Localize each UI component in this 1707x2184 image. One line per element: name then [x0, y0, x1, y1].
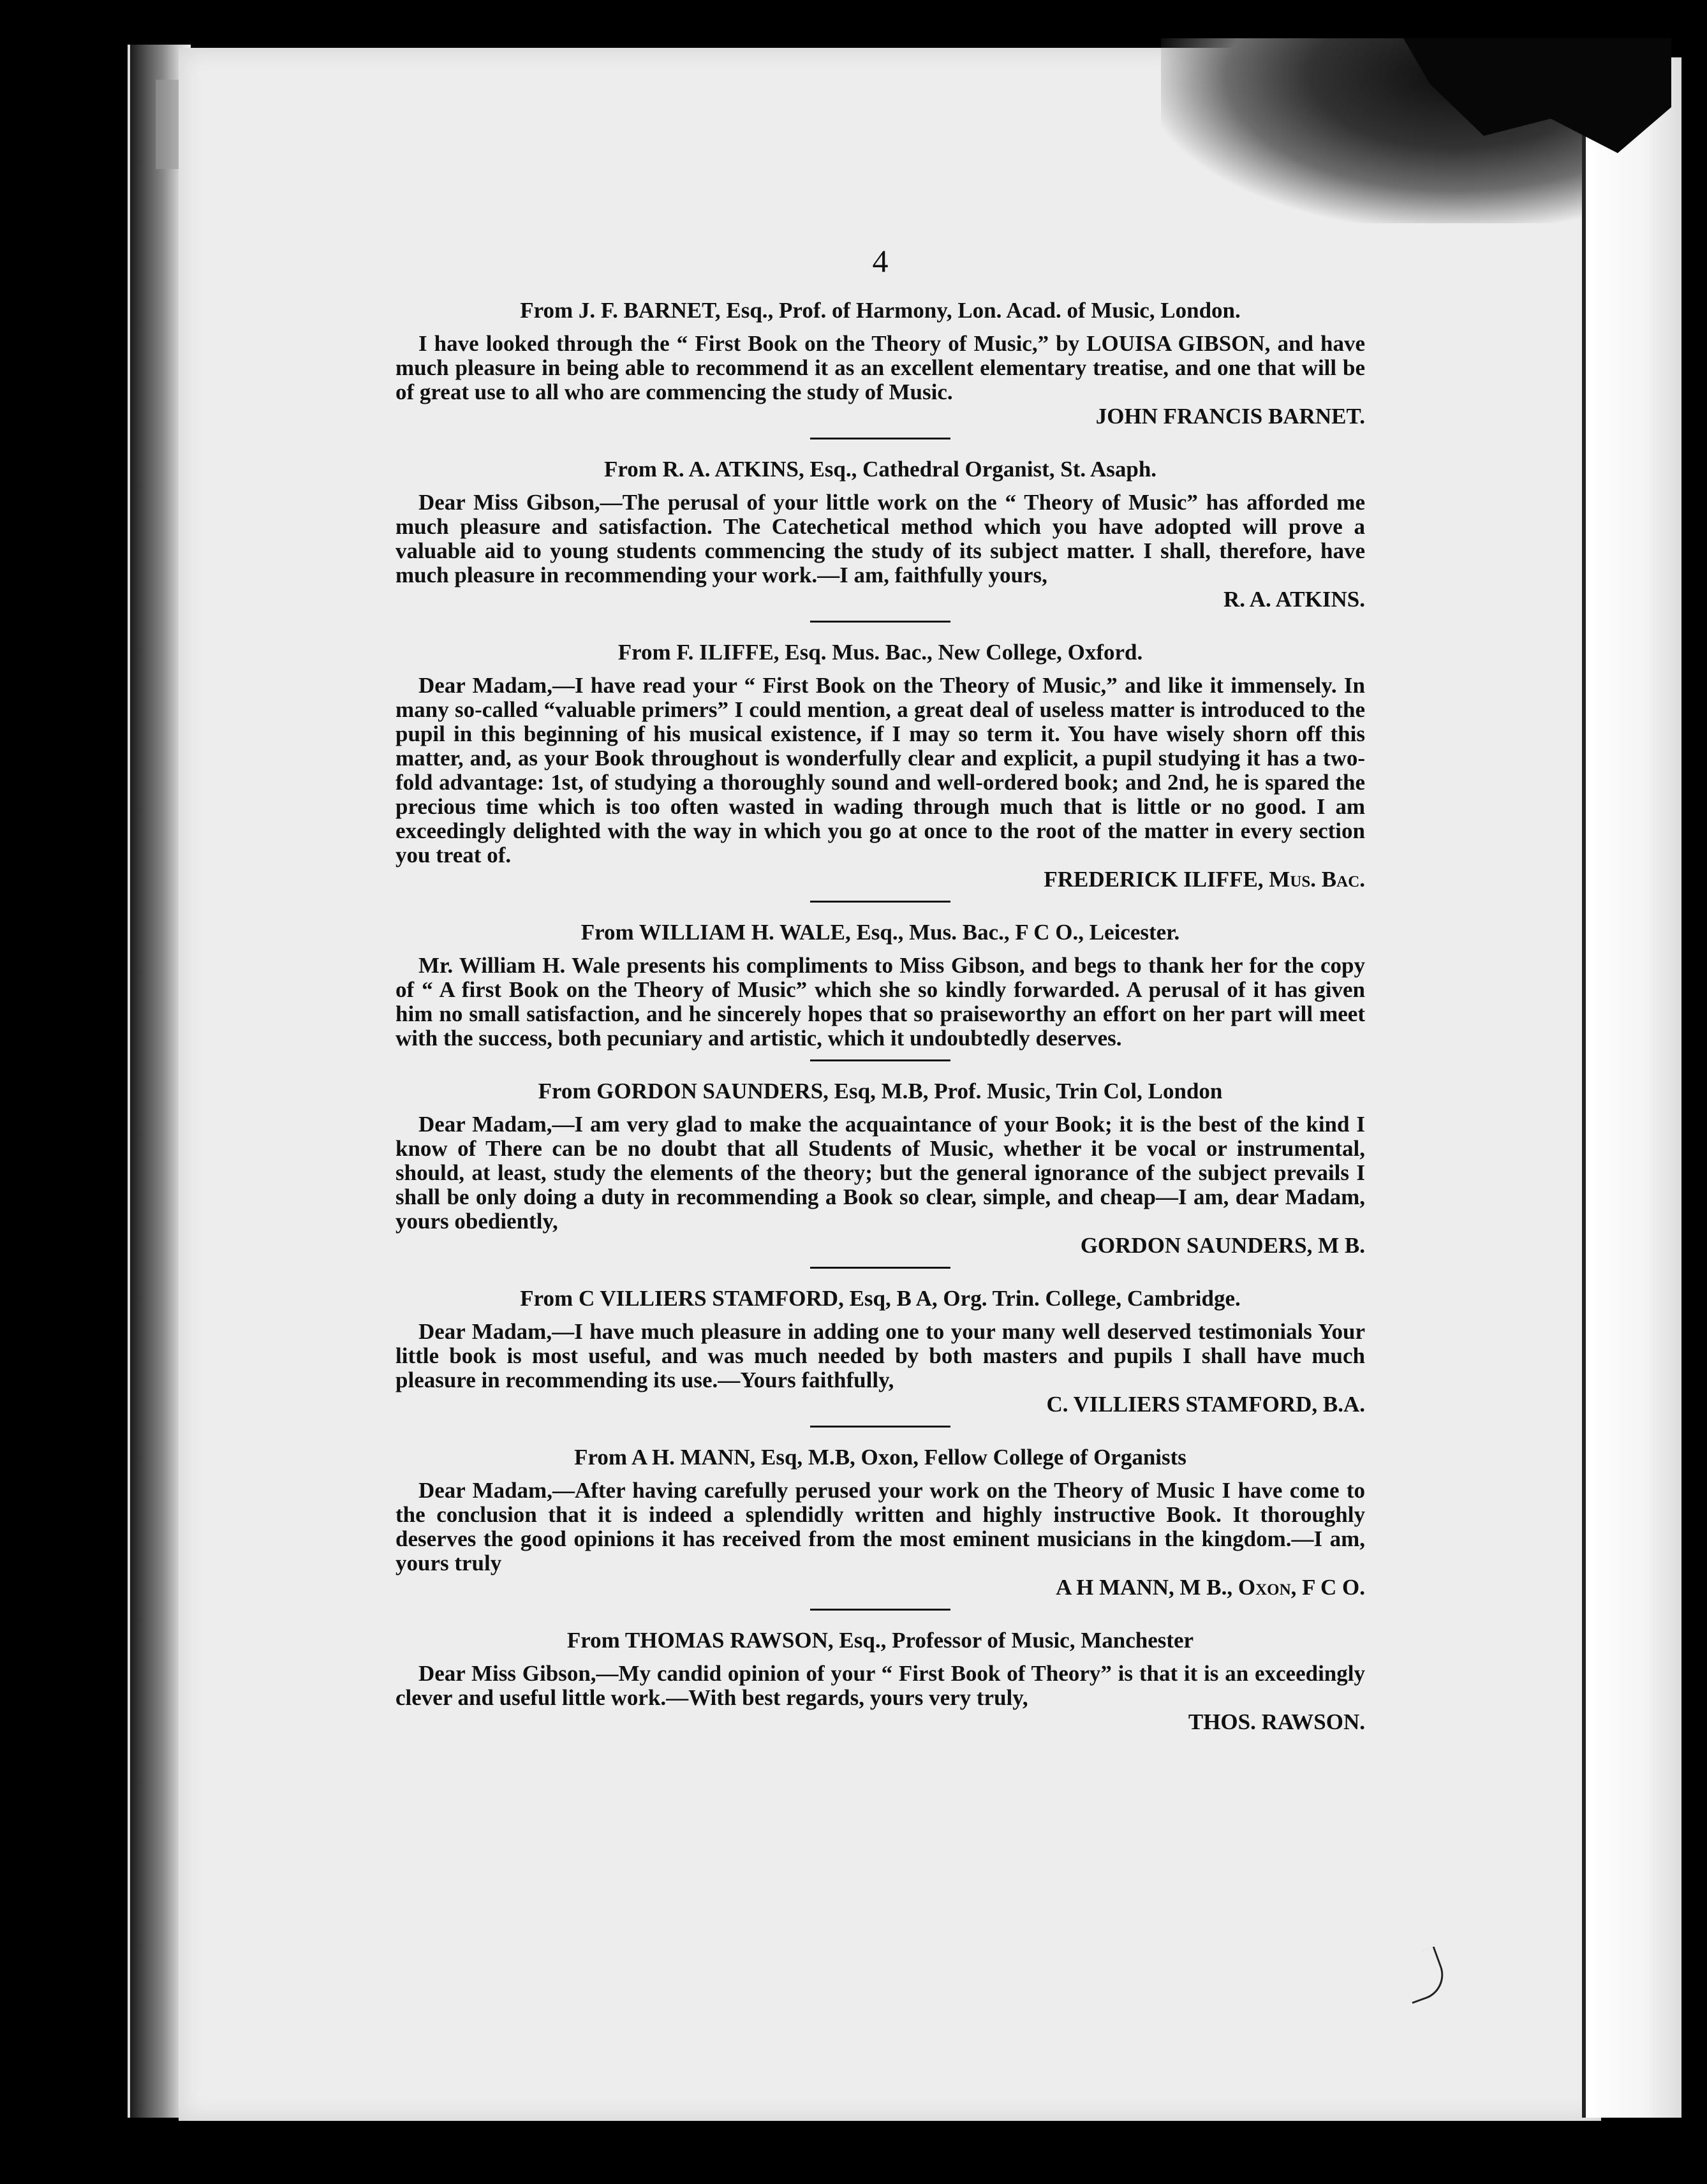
section-divider	[810, 438, 950, 439]
testimonial-heading: From C VILLIERS STAMFORD, Esq, B A, Org. Trin. College, Cambridge.	[520, 1286, 1241, 1311]
testimonial-rawson	[395, 1628, 1365, 1734]
testimonial-signature: R. A. ATKINS.	[1223, 587, 1365, 612]
testimonial-atkins	[395, 457, 1365, 623]
testimonial-saunders	[395, 1079, 1365, 1269]
section-divider	[810, 621, 950, 623]
testimonial-barnet	[395, 299, 1365, 439]
testimonial-heading: From J. F. BARNET, Esq., Prof. of Harmony, Lon. Acad. of Music, London.	[520, 298, 1241, 323]
testimonial-wale	[395, 920, 1365, 1061]
testimonial-stamford	[395, 1287, 1365, 1428]
testimonial-signature: GORDON SAUNDERS, M B.	[1080, 1233, 1365, 1258]
testimonial-body: Dear Madam,—I am very glad to make the acquaintance of your Book; it is the best of the kind I know of There can be no doubt that all Students of Music, whether it be vocal or instrumental, should, at least, study the elements of the theory; but the general ignorance of the subject prevails I shall be only doing a duty in recommending a Book so clear, simple, and cheap—I am, dear Madam, yours obediently,	[395, 1112, 1365, 1234]
testimonial-heading: From F. ILIFFE, Esq. Mus. Bac., New College, Oxford.	[617, 640, 1143, 665]
page-number: 4	[872, 243, 889, 279]
testimonial-signature: FREDERICK ILIFFE, Mus. Bac.	[1044, 867, 1365, 892]
section-divider	[810, 1426, 950, 1428]
testimonial-signature: A H MANN, M B., Oxon, F C O.	[1056, 1575, 1365, 1600]
testimonial-signature: C. VILLIERS STAMFORD, B.A.	[1046, 1392, 1365, 1417]
testimonial-heading: From THOMAS RAWSON, Esq., Professor of Music, Manchester	[566, 1628, 1194, 1653]
testimonial-heading: From A H. MANN, Esq, M.B, Oxon, Fellow College of Organists	[574, 1445, 1186, 1470]
next-page-edge	[1582, 57, 1681, 2118]
testimonial-iliffe	[395, 640, 1365, 903]
testimonial-signature: THOS. RAWSON.	[1188, 1709, 1365, 1734]
testimonial-heading: From R. A. ATKINS, Esq., Cathedral Organist, St. Asaph.	[603, 457, 1157, 482]
page-content	[395, 243, 1365, 1737]
section-divider	[810, 901, 950, 903]
section-divider	[810, 1267, 950, 1269]
testimonial-body: I have looked through the “ First Book on the Theory of Music,” by LOUISA GIBSON, and have much pleasure in being able to recommend it as an excellent elementary treatise, and one that will be of great use to all who are commencing the study of Music.	[395, 331, 1365, 404]
testimonial-body: Dear Madam,—I have read your “ First Book on the Theory of Music,” and like it immensely. In many so-called “valuable primers” I could mention, a great deal of useless matter is introduced to the pupil in this beginning of his musical existence, if I may so term it. You have wisely shorn off this matter, and, as your Book throughout is wonderfully clear and explicit, a pupil studying it has a two-fold advantage: 1st, of studying a thoroughly sound and well-ordered book; and 2nd, he is spared the precious time which is too often wasted in wading through much that is little or no good. I am exceedingly delighted with the way in which you go at once to the root of the matter in every section you treat of.	[395, 673, 1365, 867]
testimonial-mann	[395, 1445, 1365, 1611]
testimonial-signature: JOHN FRANCIS BARNET.	[1095, 404, 1365, 429]
testimonial-body: Mr. William H. Wale presents his compliments to Miss Gibson, and begs to thank her for the copy of “ A first Book on the Theory of Music” which she so kindly forwarded. A perusal of it has given him no small satisfaction, and he sincerely hopes that so praiseworthy an effort on her part will meet with the success, both pecuniary and artistic, which it undoubtedly deserves.	[395, 953, 1365, 1051]
testimonial-heading: From GORDON SAUNDERS, Esq, M.B, Prof. Music, Trin Col, London	[538, 1079, 1223, 1103]
testimonial-body: Dear Madam,—After having carefully perused your work on the Theory of Music I have come to the conclusion that it is indeed a splendidly written and highly instructive Book. It thoroughly deserves the good opinions it has received from the most eminent musicians in the kingdom.—I am, yours truly	[395, 1478, 1365, 1575]
testimonial-body: Dear Miss Gibson,—The perusal of your little work on the “ Theory of Music” has afforded me much pleasure and satisfaction. The Catechetical method which you have adopted will prove a valuable aid to young students commencing the study of its subject matter. I shall, therefore, have much pleasure in recommending your work.—I am, faithfully yours,	[395, 490, 1365, 587]
testimonial-body: Dear Miss Gibson,—My candid opinion of your “ First Book of Theory” is that it is an exceedingly clever and useful little work.—With best regards, yours very truly,	[395, 1661, 1365, 1710]
testimonial-heading: From WILLIAM H. WALE, Esq., Mus. Bac., F C O., Leicester.	[580, 920, 1180, 945]
section-divider	[810, 1609, 950, 1611]
section-divider	[810, 1059, 950, 1061]
testimonial-body: Dear Madam,—I have much pleasure in adding one to your many well deserved testimonials Your little book is most useful, and was much needed by both masters and pupils I shall have much pleasure in recommending its use.—Yours faithfully,	[395, 1319, 1365, 1392]
